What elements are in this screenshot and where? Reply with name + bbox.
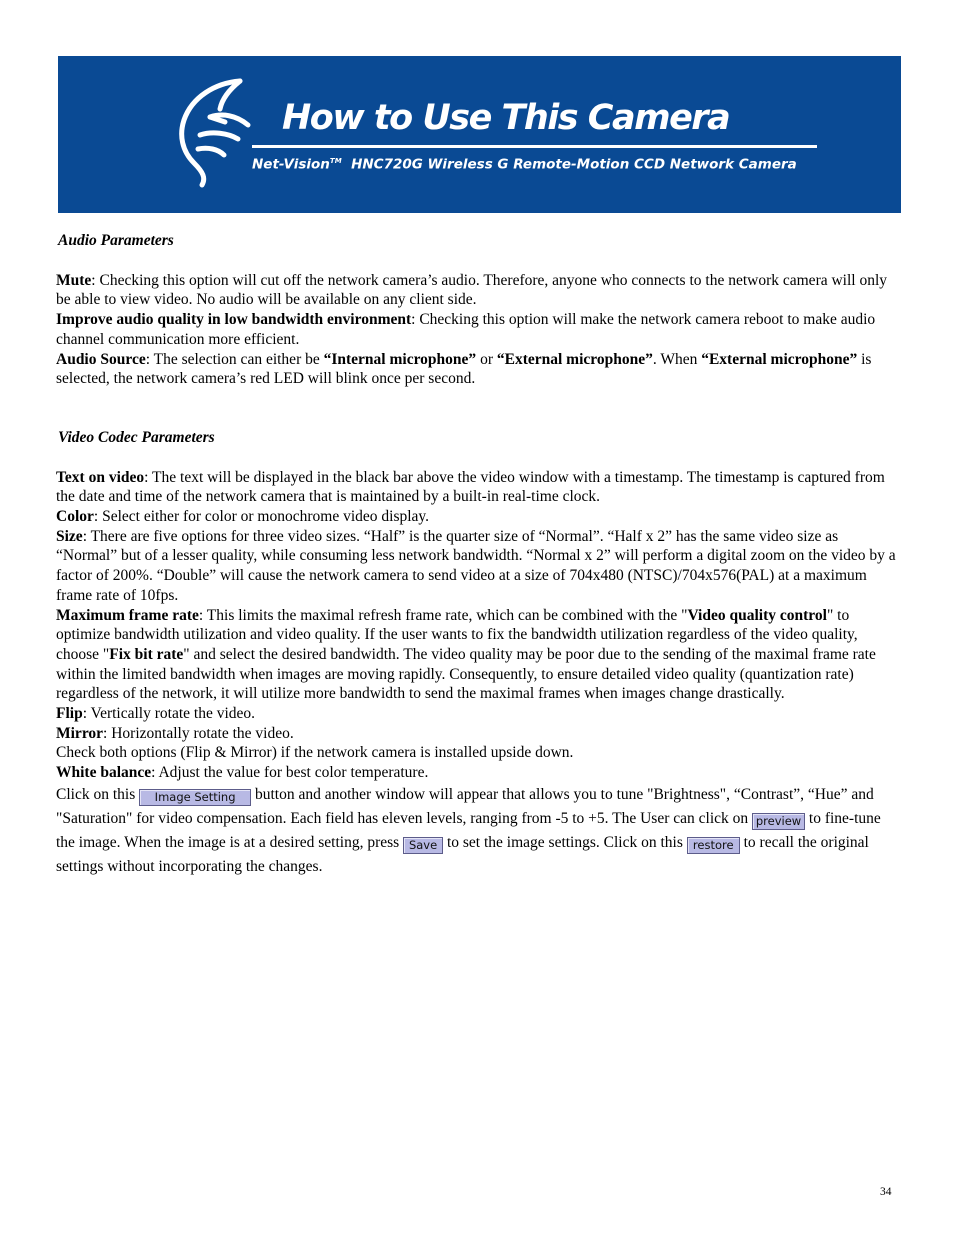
text-on-video-paragraph: Text on video: The text will be displayed in the black bar above the video window with a timestamp. The timestamp is captured from the date and time of the network camera that is maintained by a built-in real-time clock. <box>56 468 885 506</box>
white-balance-paragraph: White balance: Adjust the value for best color temperature. <box>56 764 429 782</box>
audio-source-term: Audio Source <box>56 350 146 368</box>
mute-paragraph: Mute: Checking this option will cut off the network camera’s audio. Therefore, anyone who connects to the network camera will only be able to view video. No audio will be available on any client side. <box>56 271 888 309</box>
video-heading: Video Codec Parameters <box>58 428 215 446</box>
page-content <box>56 231 898 879</box>
flip-mirror-note: Check both options (Flip & Mirror) if the network camera is installed upside down. <box>56 744 574 762</box>
banner-divider <box>252 145 817 148</box>
color-paragraph: Color: Select either for color or monochrome video display. <box>56 508 430 526</box>
improve-audio-term: Improve audio quality in low bandwidth environment <box>56 311 412 329</box>
save-button[interactable]: Save <box>403 837 443 854</box>
mute-term: Mute <box>56 271 92 289</box>
image-setting-paragraph: Click on this Image Setting button and another window will appear that allows you to tune "Brightness", “Contrast”, “Hue” and "Saturation" for video compensation. Each field has eleven levels, ranging from -5 to +5. The User can click on preview to fine-tune the image. When the image is at a desired setting, press Save to set the image settings. Click on this restore to recall the original settings without incorporating the changes. <box>56 785 881 875</box>
audio-source-paragraph: Audio Source: The selection can either be “Internal microphone” or “External microphone”. When “External microphone” is selected, the network camera’s red LED will blink once per second. <box>56 350 872 388</box>
page-number: 34 <box>880 1186 892 1198</box>
trademark-mark: TM <box>329 157 342 165</box>
banner-title: How to Use This Camera <box>282 98 730 138</box>
eagle-head-logo-icon <box>170 75 260 190</box>
banner-subtitle <box>252 152 797 174</box>
preview-button[interactable]: preview <box>752 813 805 830</box>
improve-audio-paragraph: Improve audio quality in low bandwidth environment: Checking this option will make the network camera reboot to make audio channel communication more efficient. <box>56 311 876 348</box>
audio-heading: Audio Parameters <box>58 232 174 249</box>
header-banner <box>58 56 901 213</box>
max-frame-rate-paragraph: Maximum frame rate: This limits the maximal refresh frame rate, which can be combined with the "Video quality control" to optimize bandwidth utilization and video quality. If the user wants to fix the bandwidth utilization regardless of the video quality, choose "Fix bit rate" and select the desired bandwidth. The video quality may be poor due to the sending of the maximal frame rate within the limited bandwidth when images are moving rapidly. Consequently, to ensure detailed video quality (quantization rate) regardless of the network, it will utilize more bandwidth to send the maximal frames when images change drastically. <box>56 606 876 703</box>
size-paragraph: Size: There are five options for three video sizes. “Half” is the quarter size of “Normal”. “Half x 2” has the same video size as “Normal” but of a lesser quality, while consuming less network bandwidth. “Normal x 2” will perform a digital zoom on the video by a factor of 200%. “Double” will cause the network camera to send video at a size of 704x480 (NTSC)/704x576(PAL) at a maximum frame rate of 10fps. <box>56 527 896 604</box>
brand-name: Net-Vision <box>252 156 330 173</box>
product-name: HNC720G Wireless G Remote-Motion CCD Network Camera <box>351 156 797 173</box>
restore-button[interactable]: restore <box>687 837 740 854</box>
flip-paragraph: Flip: Vertically rotate the video. <box>56 705 256 723</box>
image-setting-button[interactable]: Image Setting <box>139 789 251 806</box>
mirror-paragraph: Mirror: Horizontally rotate the video. <box>56 724 294 742</box>
